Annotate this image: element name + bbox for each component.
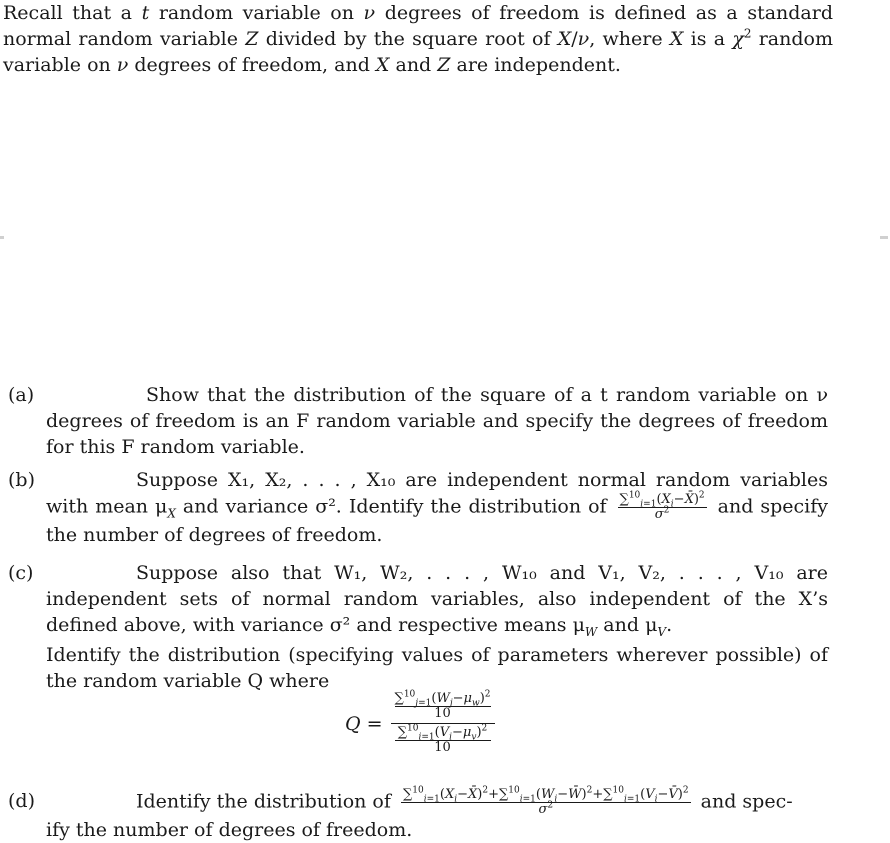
question-label: (a) (8, 384, 35, 406)
question-text: Suppose X₁, X₂, . . . , X₁₀ are independent normal random variables with mean $\mu_X$ and variance σ². Identify the distribution of $\frac{\sum^{10}_{i=1}(X_i-X̄)^2}{\sigma^2}$ and specify the number of degrees of freedom. (46, 469, 828, 546)
question-d (8, 785, 828, 843)
q-formula: Q = $\sum^{10}_{j=1}(W_j-\mu_w)^2$ 10 $\sum^{10}_{i=1}(V_i-\mu_v)^2$ 10 (345, 690, 495, 757)
margin-mark (880, 236, 888, 239)
question-label: (d) (8, 790, 35, 812)
question-b (8, 467, 828, 548)
question-c (8, 560, 828, 694)
intro-paragraph: Recall that a t random variable on ν degrees of freedom is defined as a standard normal random variable Z divided by the square root of X/ν, where X is a $\chi^2$ random variable on ν degrees of freedom, and X and Z are independent. (3, 2, 834, 76)
question-text: Identify the distribution of $\frac{\sum^{10}_{i=1}(X_i-X̄)^2+\sum^{10}_{i=1}(W_i-W̄)^2+\sum^{10}_{i=1}(V_i-V̄)^2}{\sigma^2}$ and spec- ify the number of degrees of freedom. (46, 785, 793, 841)
question-a (8, 382, 828, 460)
margin-mark (0, 236, 4, 239)
question-label: (c) (8, 562, 34, 584)
question-label: (b) (8, 469, 35, 491)
question-text: Suppose also that W₁, W₂, . . . , W₁₀ and V₁, V₂, . . . , V₁₀ are independent sets of normal random variables, also independent of the X’s defined above, with variance σ² and respective means $\mu_W$ and $\mu_V$. Identify the distribution (specifying values of parameters wherever possible) of the random variable Q where (46, 562, 828, 692)
question-text: Show that the distribution of the square of a t random variable on ν degrees of freedom is an F random variable and specify the degrees of freedom for this F random variable. (46, 384, 828, 458)
fraction-formula: $\frac{\sum^{10}_{i=1}(X_i-X̄)^2+\sum^{10}_{i=1}(W_i-W̄)^2+\sum^{10}_{i=1}(V_i-V̄)^2}{\sigma^2}$ (402, 785, 689, 817)
fraction-formula: $\frac{\sum^{10}_{i=1}(X_i-X̄)^2}{\sigma^2}$ (619, 490, 705, 522)
